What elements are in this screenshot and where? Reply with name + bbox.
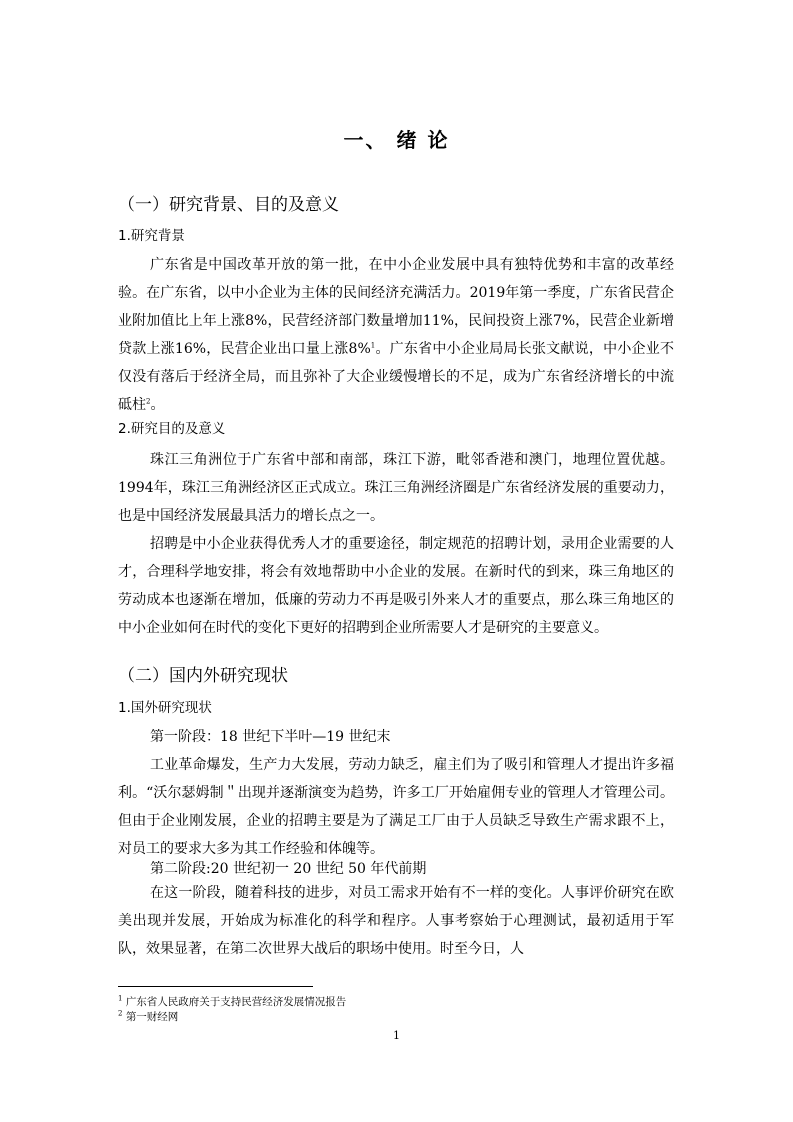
paragraph-text-cont: 。广东省中小企业局局长张文献说，中小企业不仅没有落后于经济全局，而且弥补了大企业缓慢增长的不足，成为广东省经济增长的中流砥柱 [118,341,675,413]
section-heading-background: （一）研究背景、目的及意义 [118,195,339,215]
stage-2-line: 第二阶段:20 世纪初一 20 世纪 50 年代前期 [150,861,427,877]
section-heading-research-status: （二）国内外研究现状 [118,666,288,686]
footnote-1 [118,995,346,1009]
footnote-2 [118,1010,178,1024]
page-number: 1 [393,1029,400,1042]
paragraph-stage-1: 工业革命爆发，生产力大发展，劳动力缺乏，雇主们为了吸引和管理人才提出许多福利。“沃尔瑟姆制＂出现并逐渐演变为趋势，许多工厂开始雇佣专业的管理人才管理公司。但由于企业刚发展，企业的招聘主要是为了满足工厂由于人员缺乏导致生产需求跟不上，对员工的要求大多为其工作经验和体魄等。 [118,757,674,857]
footnote-2-mark: 2 [118,1009,123,1018]
paragraph-purpose-2: 招聘是中小企业获得优秀人才的重要途径，制定规范的招聘计划，录用企业需要的人才，合理科学地安排，将会有效地帮助中小企业的发展。在新时代的到来，珠三角地区的劳动成本也逐渐在增加，低廉的劳动力不再是吸引外来人才的重要点，那么珠三角地区的中小企业如何在时代的变化下更好的招聘到企业所需要人才是研究的主要意义。 [118,536,674,636]
paragraph-text: 广东省是中国改革开放的第一批，在中小企业发展中具有独特优势和丰富的改革经验。在广东省，以中小企业为主体的民间经济充满活力。2019年第一季度，广东省民营企业附加值比上年上涨8%，民营经济部门数量增加11%，民间投资上涨7%，民营企业新增贷款上涨16%，民营企业出口量上涨8% [118,257,674,357]
subsection-heading-background: 1.研究背景 [118,228,185,244]
footnote-ref-2: 2 [146,397,151,406]
subsection-heading-foreign: 1.国外研究现状 [118,700,212,716]
footnote-ref-1: 1 [370,341,376,350]
footnote-2-text: 第一财经网 [125,1011,179,1023]
paragraph-purpose-1: 珠江三角洲位于广东省中部和南部，珠江下游，毗邻香港和澳门，地理位置优越。1994年，珠江三角洲经济区正式成立。珠江三角洲经济圈是广东省经济发展的重要动力，也是中国经济发展最具活力的增长点之一。 [118,452,674,524]
footnote-divider [118,986,313,987]
paragraph-stage-2: 在这一阶段，随着科技的进步，对员工需求开始有不一样的变化。人事评价研究在欧美出现并发展，开始成为标准化的科学和程序。人事考察始于心理测试，最初适用于军队，效果显著，在第二次世界大战后的职场中使用。时至今日，人 [118,885,674,957]
paragraph-background [118,251,674,419]
stage-1-line: 第一阶段：18 世纪下半叶—19 世纪末 [150,729,391,745]
footnote-1-text: 广东省人民政府关于支持民营经济发展情况报告 [125,996,347,1008]
subsection-heading-purpose: 2.研究目的及意义 [118,421,226,437]
footnote-1-mark: 1 [118,994,123,1003]
chapter-title: 一、 绪 论 [343,128,450,152]
paragraph-text-end: 。 [150,397,165,413]
